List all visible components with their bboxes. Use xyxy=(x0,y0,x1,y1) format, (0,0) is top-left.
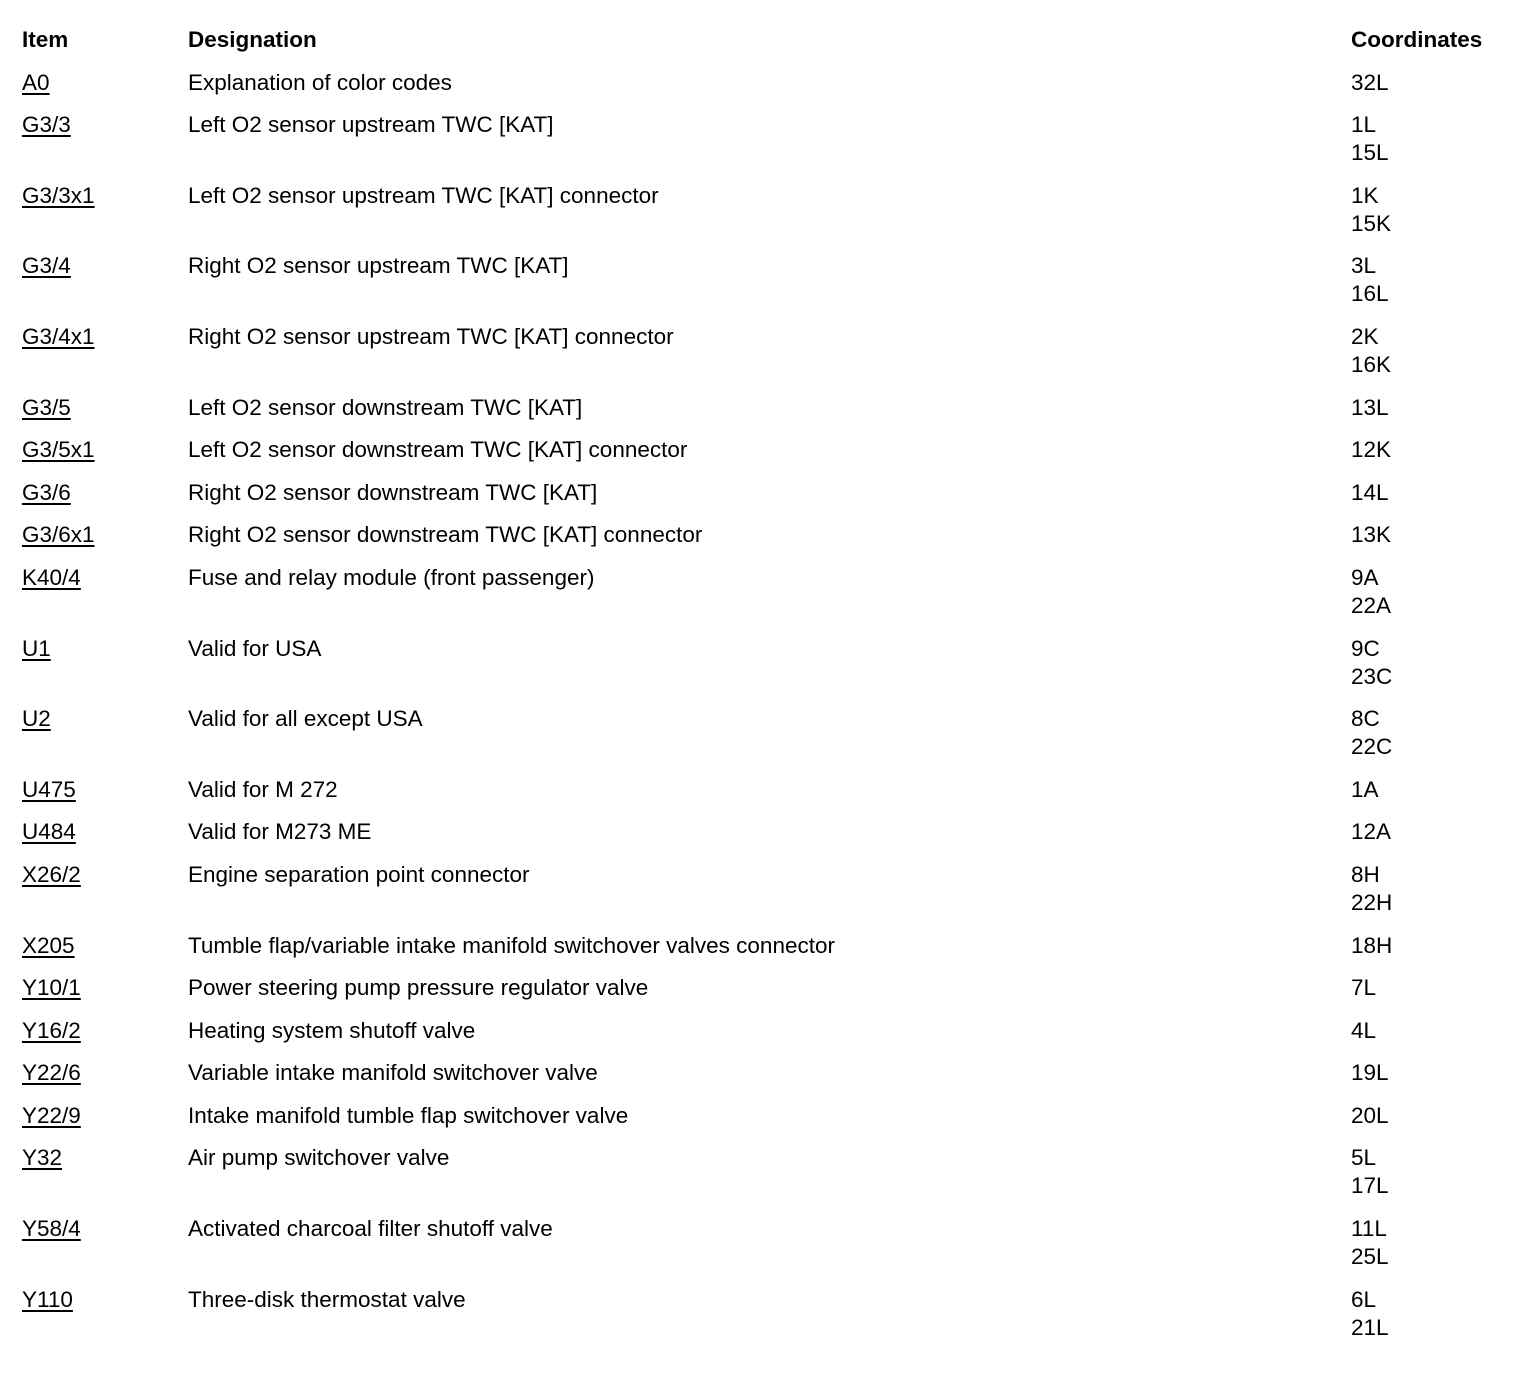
item-cell xyxy=(22,394,188,437)
coordinate-value: 6L xyxy=(1351,1286,1377,1312)
designation-cell: Left O2 sensor upstream TWC [KAT] xyxy=(188,112,554,138)
coordinate-value: 3L xyxy=(1351,253,1377,279)
item-cell xyxy=(22,564,188,635)
coordinates-cell xyxy=(1351,323,1522,394)
item-link[interactable]: G3/3 xyxy=(22,112,71,138)
item-cell xyxy=(22,1215,188,1286)
coordinate-value: 8H xyxy=(1351,861,1380,887)
table-row xyxy=(22,436,1522,479)
coordinates-cell xyxy=(1351,521,1522,564)
coordinates-cell xyxy=(1351,394,1522,437)
designation-cell: Heating system shutoff valve xyxy=(188,1017,476,1043)
item-cell xyxy=(22,436,188,479)
item-link[interactable]: X205 xyxy=(22,932,75,958)
component-legend-table xyxy=(22,26,1522,1356)
table-row xyxy=(22,521,1522,564)
item-link[interactable]: U1 xyxy=(22,635,51,661)
table-body xyxy=(22,69,1522,1357)
coordinate-value: 9A xyxy=(1351,564,1379,590)
designation-cell: Right O2 sensor upstream TWC [KAT] connector xyxy=(188,323,674,349)
table-row xyxy=(22,974,1522,1017)
coordinate-value: 12K xyxy=(1351,437,1392,463)
coordinates-cell xyxy=(1351,1017,1522,1060)
table-row xyxy=(22,1059,1522,1102)
item-cell xyxy=(22,252,188,323)
item-cell xyxy=(22,1059,188,1102)
table-row xyxy=(22,1286,1522,1357)
item-link[interactable]: Y32 xyxy=(22,1145,63,1171)
item-link[interactable]: Y10/1 xyxy=(22,975,81,1001)
coordinate-value: 22A xyxy=(1351,592,1392,618)
coordinates-cell xyxy=(1351,252,1522,323)
item-link[interactable]: G3/5x1 xyxy=(22,437,95,463)
coordinates-cell xyxy=(1351,635,1522,706)
coordinates-cell xyxy=(1351,1059,1522,1102)
item-link[interactable]: Y16/2 xyxy=(22,1017,81,1043)
designation-cell: Explanation of color codes xyxy=(188,69,452,95)
item-cell xyxy=(22,1144,188,1215)
table-row xyxy=(22,252,1522,323)
item-link[interactable]: Y22/9 xyxy=(22,1102,81,1128)
item-cell xyxy=(22,1017,188,1060)
coordinate-value: 13K xyxy=(1351,522,1392,548)
designation-cell: Intake manifold tumble flap switchover valve xyxy=(188,1102,629,1128)
item-cell xyxy=(22,932,188,975)
coordinate-value: 15K xyxy=(1351,210,1392,236)
coordinates-cell xyxy=(1351,1215,1522,1286)
coordinates-cell xyxy=(1351,1144,1522,1215)
coordinate-value: 14L xyxy=(1351,479,1389,505)
item-cell xyxy=(22,776,188,819)
designation-cell: Right O2 sensor downstream TWC [KAT] connector xyxy=(188,522,703,548)
table-row xyxy=(22,705,1522,776)
designation-cell: Tumble flap/variable intake manifold switchover valves connector xyxy=(188,932,835,958)
item-cell xyxy=(22,1102,188,1145)
coordinates-cell xyxy=(1351,776,1522,819)
item-link[interactable]: K40/4 xyxy=(22,564,81,590)
designation-cell: Activated charcoal filter shutoff valve xyxy=(188,1216,553,1242)
coordinates-cell xyxy=(1351,111,1522,182)
designation-cell: Left O2 sensor downstream TWC [KAT] xyxy=(188,394,583,420)
coordinate-value: 17L xyxy=(1351,1173,1389,1199)
table-row xyxy=(22,182,1522,253)
table-row xyxy=(22,69,1522,112)
item-link[interactable]: G3/4 xyxy=(22,253,71,279)
header-designation: Designation xyxy=(188,27,317,52)
coordinates-cell xyxy=(1351,932,1522,975)
coordinate-value: 9C xyxy=(1351,635,1380,661)
designation-cell: Valid for all except USA xyxy=(188,706,423,732)
item-link[interactable]: X26/2 xyxy=(22,861,81,887)
item-cell xyxy=(22,521,188,564)
designation-cell: Three-disk thermostat valve xyxy=(188,1286,466,1312)
coordinate-value: 19L xyxy=(1351,1060,1389,1086)
header-item: Item xyxy=(22,27,69,52)
coordinate-value: 16K xyxy=(1351,351,1392,377)
coordinates-cell xyxy=(1351,436,1522,479)
item-cell xyxy=(22,818,188,861)
item-cell xyxy=(22,705,188,776)
designation-cell: Right O2 sensor downstream TWC [KAT] xyxy=(188,479,598,505)
item-cell xyxy=(22,635,188,706)
item-link[interactable]: Y22/6 xyxy=(22,1060,81,1086)
coordinates-cell xyxy=(1351,182,1522,253)
table-row xyxy=(22,479,1522,522)
item-link[interactable]: U484 xyxy=(22,819,76,845)
coordinates-cell xyxy=(1351,69,1522,112)
coordinate-value: 11L xyxy=(1351,1216,1387,1242)
table-row xyxy=(22,1215,1522,1286)
coordinate-value: 5L xyxy=(1351,1145,1377,1171)
coordinate-value: 20L xyxy=(1351,1102,1389,1128)
coordinates-cell xyxy=(1351,974,1522,1017)
coordinate-value: 4L xyxy=(1351,1017,1377,1043)
item-link[interactable]: G3/5 xyxy=(22,394,71,420)
designation-cell: Fuse and relay module (front passenger) xyxy=(188,564,595,590)
designation-cell: Left O2 sensor downstream TWC [KAT] connector xyxy=(188,437,688,463)
coordinates-cell xyxy=(1351,564,1522,635)
coordinate-value: 22C xyxy=(1351,734,1393,760)
item-link[interactable]: A0 xyxy=(22,69,50,95)
coordinates-cell xyxy=(1351,1286,1522,1357)
item-link[interactable]: Y110 xyxy=(22,1286,73,1312)
table-row xyxy=(22,932,1522,975)
coordinate-value: 1A xyxy=(1351,776,1379,802)
coordinate-value: 18H xyxy=(1351,932,1393,958)
item-cell xyxy=(22,479,188,522)
designation-cell: Left O2 sensor upstream TWC [KAT] connector xyxy=(188,182,659,208)
coordinate-value: 8C xyxy=(1351,706,1380,732)
table-row xyxy=(22,394,1522,437)
coordinate-value: 2K xyxy=(1351,323,1379,349)
header-coordinates: Coordinates xyxy=(1351,27,1483,52)
item-link[interactable]: U475 xyxy=(22,776,76,802)
item-cell xyxy=(22,974,188,1017)
designation-cell: Engine separation point connector xyxy=(188,861,530,887)
coordinate-value: 15L xyxy=(1351,140,1389,166)
item-link[interactable]: Y58/4 xyxy=(22,1216,81,1242)
designation-cell: Valid for USA xyxy=(188,635,322,661)
coordinate-value: 25L xyxy=(1351,1244,1389,1270)
designation-cell: Right O2 sensor upstream TWC [KAT] xyxy=(188,253,569,279)
designation-cell: Power steering pump pressure regulator valve xyxy=(188,975,649,1001)
coordinates-cell xyxy=(1351,479,1522,522)
table-row xyxy=(22,564,1522,635)
coordinate-value: 13L xyxy=(1351,394,1389,420)
table-row xyxy=(22,818,1522,861)
table-row xyxy=(22,111,1522,182)
coordinates-cell xyxy=(1351,818,1522,861)
item-link[interactable]: G3/6x1 xyxy=(22,522,95,548)
table-row xyxy=(22,776,1522,819)
coordinate-value: 23C xyxy=(1351,663,1393,689)
item-link[interactable]: G3/6 xyxy=(22,479,71,505)
table-row xyxy=(22,1102,1522,1145)
item-cell xyxy=(22,1286,188,1357)
coordinate-value: 12A xyxy=(1351,819,1392,845)
item-link[interactable]: G3/4x1 xyxy=(22,323,95,349)
coordinates-cell xyxy=(1351,861,1522,932)
designation-cell: Valid for M 272 xyxy=(188,776,338,802)
table-row xyxy=(22,1144,1522,1215)
coordinate-value: 1L xyxy=(1351,112,1377,138)
table-row xyxy=(22,635,1522,706)
coordinate-value: 7L xyxy=(1351,975,1377,1001)
table-row xyxy=(22,861,1522,932)
coordinate-value: 16L xyxy=(1351,281,1389,307)
coordinate-value: 32L xyxy=(1351,69,1389,95)
item-cell xyxy=(22,861,188,932)
header-row xyxy=(22,26,1522,69)
table-header xyxy=(22,26,1522,69)
item-cell xyxy=(22,323,188,394)
item-cell xyxy=(22,69,188,112)
item-link[interactable]: G3/3x1 xyxy=(22,182,95,208)
coordinates-cell xyxy=(1351,1102,1522,1145)
item-cell xyxy=(22,182,188,253)
coordinate-value: 1K xyxy=(1351,182,1379,208)
coordinates-cell xyxy=(1351,705,1522,776)
item-cell xyxy=(22,111,188,182)
table-row xyxy=(22,1017,1522,1060)
designation-cell: Variable intake manifold switchover valve xyxy=(188,1060,598,1086)
table-row xyxy=(22,323,1522,394)
designation-cell: Valid for M273 ME xyxy=(188,819,372,845)
item-link[interactable]: U2 xyxy=(22,706,51,732)
designation-cell: Air pump switchover valve xyxy=(188,1145,450,1171)
coordinate-value: 22H xyxy=(1351,889,1393,915)
coordinate-value: 21L xyxy=(1351,1314,1389,1340)
